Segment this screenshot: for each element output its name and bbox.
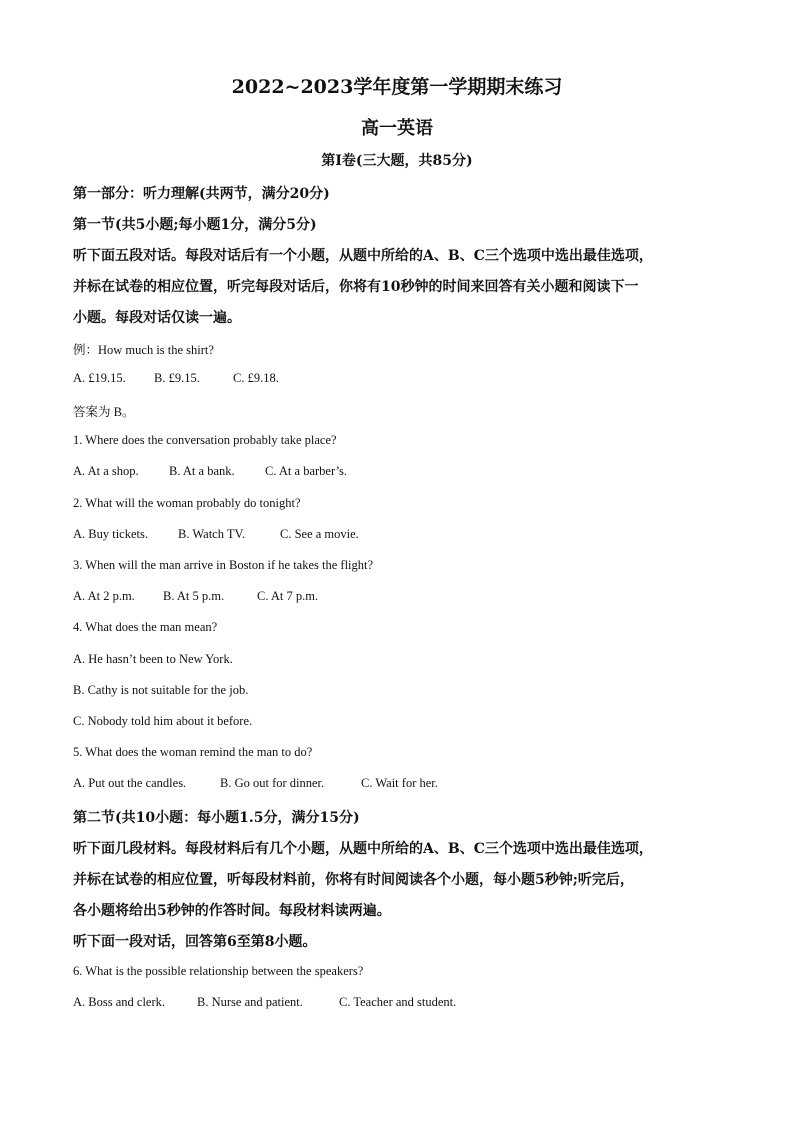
subject-title: 高一英语 — [361, 118, 433, 139]
part1-heading: 第一部分：听力理解(共两节，满分20分) — [73, 186, 330, 202]
option-line: A. He hasn’t been to New York. — [73, 652, 233, 666]
question-options — [73, 995, 456, 1010]
question: 3. When will the man arrive in Boston if he takes the flight? — [73, 558, 374, 572]
section2-instruction-line: 各小题将给出5秒钟的作答时间。每段材料读两遍。 — [73, 903, 391, 919]
option: C. Wait for her. — [361, 776, 438, 790]
option: A. Buy tickets. — [73, 527, 148, 541]
option: C. At a barber’s. — [265, 464, 348, 478]
option-line: B. Cathy is not suitable for the job. — [73, 683, 249, 697]
section2-instruction-line: 听下面几段材料。每段材料后有几个小题，从题中所给的A、B、C三个选项中选出最佳选项， — [73, 841, 653, 857]
option-line: C. Nobody told him about it before. — [73, 714, 253, 728]
option: C. See a movie. — [280, 527, 359, 541]
section1-instruction-line: 小题。每段对话仅读一遍。 — [73, 310, 241, 326]
question-options — [73, 464, 347, 479]
section2-instruction-line: 并标在试卷的相应位置，听每段材料前，你将有时间阅读各个小题，每小题5秒钟;听完后， — [73, 872, 634, 888]
example-options — [73, 371, 279, 386]
option: B. Go out for dinner. — [220, 776, 325, 790]
question: 5. What does the woman remind the man to do? — [73, 745, 313, 759]
section2-heading: 第二节(共10小题：每小题1.5分，满分15分) — [73, 810, 360, 826]
exam-title: 2022~2023学年度第一学期期末练习 — [231, 76, 563, 98]
question: 2. What will the woman probably do tonight? — [73, 496, 301, 510]
section1-instruction-line: 听下面五段对话。每段对话后有一个小题，从题中所给的A、B、C三个选项中选出最佳选项， — [73, 248, 653, 264]
option: A. £19.15. — [73, 371, 126, 385]
section2-lead: 听下面一段对话，回答第6至第8小题。 — [73, 934, 317, 950]
question-options — [73, 589, 318, 604]
option: A. At a shop. — [73, 464, 139, 478]
option: B. Watch TV. — [178, 527, 246, 541]
option: A. Boss and clerk. — [73, 995, 165, 1009]
question: 6. What is the possible relationship between the speakers? — [73, 964, 364, 978]
option: B. At a bank. — [169, 464, 235, 478]
question: 1. Where does the conversation probably take place? — [73, 433, 337, 447]
option: B. At 5 p.m. — [163, 589, 225, 603]
question: 4. What does the man mean? — [73, 620, 218, 634]
example-question: 例：How much is the shirt? — [73, 343, 214, 357]
question-options — [73, 527, 359, 542]
question-options — [73, 776, 438, 791]
option: C. At 7 p.m. — [257, 589, 319, 603]
example-answer: 答案为 B。 — [73, 405, 135, 419]
option: B. £9.15. — [154, 371, 200, 385]
volume-heading: 第Ⅰ卷(三大题，共85分) — [321, 153, 473, 169]
section1-heading: 第一节(共5小题;每小题1分，满分5分) — [73, 217, 317, 233]
option: C. £9.18. — [233, 371, 279, 385]
option: B. Nurse and patient. — [197, 995, 303, 1009]
option: C. Teacher and student. — [339, 995, 457, 1009]
option: A. Put out the candles. — [73, 776, 187, 790]
option: A. At 2 p.m. — [73, 589, 135, 603]
section1-instruction-line: 并标在试卷的相应位置，听完每段对话后，你将有10秒钟的时间来回答有关小题和阅读下一 — [73, 279, 639, 295]
